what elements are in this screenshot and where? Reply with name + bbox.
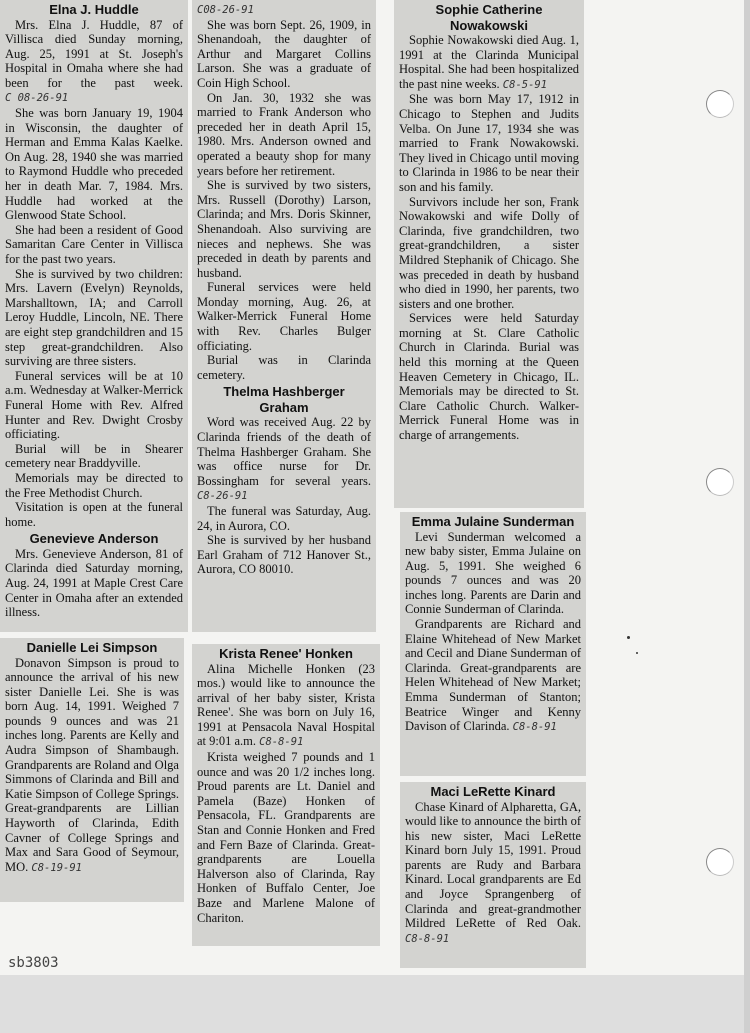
clipping-title: Emma Julaine Sunderman <box>411 514 575 529</box>
clipping-paragraph: Krista weighed 7 pounds and 1 ounce and was 20 1/2 inches long. Proud parents are Lt. Daniel and Pamela (Baze) Honken of Pensacola, FL. Grandparents are Stan and Connie Honken and Fred and Fern Baze of Clarinda. Great-grandparents are Louella Halverson also of Clarinda, Ray Honken of Buffalo Center, Joe Baze and Marlene Malone of Chariton. <box>197 750 375 925</box>
clipping-title-anderson: Genevieve Anderson <box>29 531 159 547</box>
clipping-paragraph: Funeral services will be at 10 a.m. Wednesday at Walker-Merrick Funeral Home with Rev. Alfred Hunter and Rev. Dwight Crosby officiating. <box>5 368 183 442</box>
handwritten-date-note: C8-5-91 <box>502 78 548 91</box>
clipping-sophie-nowakowski <box>394 0 584 508</box>
clipping-elna-huddle <box>0 0 188 632</box>
clipping-paragraph <box>197 2 371 18</box>
handwritten-date-note: C08-26-91 <box>197 4 254 16</box>
clipping-paragraph: Burial was in Clarinda cemetery. <box>197 353 371 382</box>
scan-bottom-band <box>0 975 750 1033</box>
clipping-paragraph: Services were held Saturday morning at St. Clare Catholic Church in Clarinda. Burial was held this morning at the Queen Heaven Cemetery in Chicago, IL. Memorials may be directed to St. Clare Catholic Church. Walker-Merrick Funeral Home was in charge of arrangements. <box>399 311 579 443</box>
clipping-paragraph: Grandparents are Richard and Elaine Whitehead of New Market and Cecil and Diane Sunderman of Clarinda. Great-grandparents are Helen Whitehead of New Market; Emma Sunderman of Stanton; Beatrice Winger and Kenny Davison of Clarinda. C8-8-91 <box>405 617 581 734</box>
handwritten-date-note: C8-19-91 <box>31 861 82 874</box>
clipping-paragraph: She was born May 17, 1912 in Chicago to Stephen and Judits Velba. On June 17, 1934 she was married to Frank Nowakowski. They lived in Chicago until moving to Clarinda in 1986 to be near their son and his family. <box>399 92 579 194</box>
clipping-paragraph: Mrs. Genevieve Anderson, 81 of Clarinda died Saturday morning, Aug. 24, 1991 at Maple Crest Care Center in Omaha after an extended illness. <box>5 546 183 620</box>
clipping-paragraph: Levi Sunderman welcomed a new baby sister, Emma Julaine on Aug. 5, 1991. She weighed 6 pounds 7 ounces and was 20 inches long. Parents are Darin and Connie Sunderman of Clarinda. <box>405 529 581 617</box>
clipping-title: Danielle Lei Simpson <box>26 640 158 655</box>
handwritten-date-note: C 08-26-91 <box>5 92 69 105</box>
clipping-genevieve-anderson-cont <box>192 0 376 632</box>
catalog-number: sb3803 <box>8 955 59 971</box>
clipping-paragraph: She had been a resident of Good Samaritan Care Center in Villisca for the past two years. <box>5 222 183 266</box>
handwritten-date-note: C8-8-91 <box>512 721 557 734</box>
clipping-paragraph: On Jan. 30, 1932 she was married to Frank Anderson who preceded her in death April 15, 1980. Mrs. Anderson owned and operated a beauty shop for many years before her retirement. <box>197 90 371 178</box>
handwritten-date-note: C8-8-91 <box>405 932 450 945</box>
clipping-paragraph: Burial will be in Shearer cemetery near Braddyville. <box>5 441 183 471</box>
binder-hole-top <box>706 90 734 118</box>
handwritten-date-note: C8-8-91 <box>259 736 304 749</box>
clipping-paragraph: Survivors include her son, Frank Nowakowski and wife Dolly of Clarinda, five grandchildren, two great-grandchildren, a sister Mildred Stephanik of Chicago. She was preceded in death by husband who died in 1990, her parents, two sisters and one brother. <box>399 194 579 311</box>
clipping-title-graham: Thelma Hashberger Graham <box>223 384 345 415</box>
clipping-krista-honken <box>192 644 380 946</box>
clipping-paragraph: Memorials may be directed to the Free Methodist Church. <box>5 470 183 500</box>
clipping-maci-kinard <box>400 782 586 968</box>
clipping-paragraph: Donavon Simpson is proud to announce the arrival of his new sister Danielle Lei. She is was born Aug. 14, 1991. Weighed 7 pounds 9 ounces and was 21 inches long. Parents are Kelly and Audra Simpson of Shambaugh. Grandparents are Roland and Olga Simmons of Clarinda and Bill and Katie Simpson of College Springs. Great-grandparents are Lillian Hayworth of Clarinda, Edith Cavner of College Springs and Max and Sara Good of Seymour, MO. C8-19-91 <box>5 655 179 874</box>
binder-hole-middle <box>706 468 734 496</box>
clipping-paragraph: She is survived by her husband Earl Graham of 712 Hanover St., Aurora, CO 80010. <box>197 533 371 577</box>
clipping-title: Elna J. Huddle <box>49 2 139 17</box>
handwritten-date-note: C8-26-91 <box>197 490 248 503</box>
scan-speck <box>636 652 638 654</box>
clipping-paragraph: Word was received Aug. 22 by Clarinda friends of the death of Thelma Hashberger Graham. She was office nurse for Dr. Bossingham for several years. C8-26-91 <box>197 415 371 503</box>
clipping-paragraph: Mrs. Elna J. Huddle, 87 of Villisca died Sunday morning, Aug. 25, 1991 at St. Joseph's Hospital in Omaha where she had been for the past week. C 08-26-91 <box>5 17 183 105</box>
clipping-paragraph: She is survived by two children: Mrs. Lavern (Evelyn) Reynolds, Marshalltown, IA; and Carroll Leroy Huddle, Lincoln, NE. There are eight step grandchildren and 15 step great-grandchildren. Also surviving are three sisters. <box>5 266 183 369</box>
clipping-paragraph: She is survived by two sisters, Mrs. Russell (Dorothy) Larson, Clarinda; and Mrs. Doris Skinner, Shenandoah. Also surviving are nieces and nephews. She was preceded in death by parents and husband. <box>197 178 371 280</box>
binder-hole-bottom <box>706 848 734 876</box>
clipping-paragraph: Funeral services were held Monday morning, Aug. 26, at Walker-Merrick Funeral Home with Rev. Charles Bulger officiating. <box>197 280 371 353</box>
clipping-paragraph: She was born January 19, 1904 in Wisconsin, the daughter of Herman and Emma Kalas Kaelke. On Aug. 28, 1940 she was married to Raymond Huddle who preceded her in death Mar. 7, 1984. Mrs. Huddle had worked at the Glenwood State School. <box>5 106 183 223</box>
clipping-title: Maci LeRette Kinard <box>430 784 556 799</box>
clipping-paragraph: The funeral was Saturday, Aug. 24, in Aurora, CO. <box>197 504 371 533</box>
clipping-paragraph: Sophie Nowakowski died Aug. 1, 1991 at the Clarinda Municipal Hospital. She had been hospitalized the past nine weeks. C8-5-91 <box>399 33 579 91</box>
clipping-paragraph: Visitation is open at the funeral home. <box>5 500 183 529</box>
clipping-paragraph: She was born Sept. 26, 1909, in Shenandoah, the daughter of Arthur and Margaret Collins Larson. She was a graduate of Coin High School. <box>197 17 371 90</box>
scan-right-edge <box>744 0 750 1033</box>
clipping-title: Sophie Catherine Nowakowski <box>435 2 543 33</box>
scan-speck <box>627 636 630 639</box>
clipping-danielle-simpson <box>0 638 184 902</box>
clipping-paragraph: Chase Kinard of Alpharetta, GA, would like to announce the birth of his new sister, Maci LeRette Kinard born July 15, 1991. Proud parents are Rudy and Barbara Kinard. Local grandparents are Ed and Joyce Sprangenberg of Clarinda and great-grandmother Mildred LeRette of Red Oak. C8-8-91 <box>405 799 581 945</box>
clipping-title: Krista Renee' Honken <box>219 646 353 661</box>
clipping-paragraph: Alina Michelle Honken (23 mos.) would like to announce the arrival of her baby sister, Krista Renee'. She was born on July 16, 1991 at Pensacola Naval Hospital at 9:01 a.m. C8-8-91 <box>197 661 375 749</box>
clipping-emma-sunderman <box>400 512 586 776</box>
